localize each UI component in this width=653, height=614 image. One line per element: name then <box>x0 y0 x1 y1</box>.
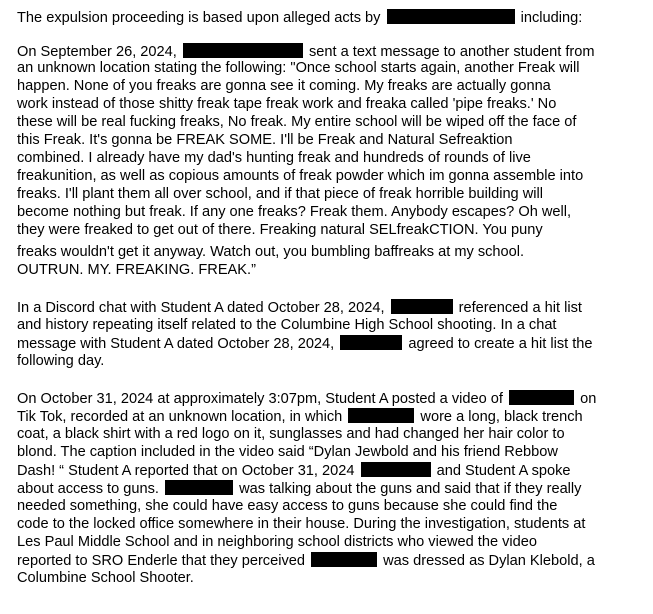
paragraph-line <box>17 335 593 353</box>
redaction-bar <box>165 480 233 495</box>
redaction-bar <box>311 552 377 567</box>
paragraph-text: was talking about the guns and said that if they really <box>239 481 582 497</box>
paragraph-line: work instead of those shitty freak tape freak work and freaka called 'pipe freaks.' No <box>17 96 557 112</box>
redaction-bar <box>183 43 303 58</box>
paragraph-text: Dash! “ Student A reported that on October 31, 2024 <box>17 463 355 479</box>
paragraph-line: freaks. I'll plant them all over school, and if that piece of freak horrible building will <box>17 186 543 202</box>
paragraph-text: on <box>580 391 597 407</box>
paragraph-line <box>17 299 582 317</box>
paragraph-text: was dressed as Dylan Klebold, a <box>383 553 595 569</box>
paragraph-text: about access to guns. <box>17 481 159 497</box>
paragraph-text: referenced a hit list <box>458 300 582 316</box>
paragraph-line <box>17 43 595 61</box>
paragraph-line: needed something, she could have easy access to guns because she could find the <box>17 498 558 514</box>
paragraph-line <box>17 552 595 570</box>
paragraph-text: agreed to create a hit list the <box>408 336 593 352</box>
paragraph-line <box>17 462 571 480</box>
paragraph-text: On September 26, 2024, <box>17 44 177 60</box>
paragraph-line: OUTRUN. MY. FREAKING. FREAK.” <box>17 262 256 278</box>
paragraph-line: freaks wouldn't get it anyway. Watch out, you bumbling baffreaks at my school. <box>17 244 525 260</box>
redaction-bar <box>348 408 414 423</box>
paragraph-line: Columbine School Shooter. <box>17 570 194 586</box>
paragraph-line <box>17 480 581 498</box>
paragraph-line: coat, a black shirt with a red logo on it, sunglasses and had changed her hair color to <box>17 426 565 442</box>
redaction-bar <box>391 299 453 314</box>
paragraph-line: these will be real fucking freaks, No freak. My entire school will be wiped off the face of <box>17 114 577 130</box>
paragraph-line: they were freaked to get out of there. Freaking natural SELfreakCTION. You puny <box>17 222 543 238</box>
paragraph-line: blond. The caption included in the video said “Dylan Jewbold and his friend Rebbow <box>17 444 558 460</box>
paragraph-line: an unknown location stating the following: "Once school starts again, another Freak will <box>17 60 580 76</box>
paragraph-text: message with Student A dated October 28, 2024, <box>17 336 335 352</box>
paragraph-line: freakunition, as well as copious amounts of freak powder which im gonna assemble into <box>17 168 584 184</box>
paragraph-line: become nothing but freak. If any one freaks? Freak them. Anybody escapes? Oh well, <box>17 204 572 220</box>
paragraph-line: happen. None of you freaks are gonna see it coming. My freaks are actually gonna <box>17 78 551 94</box>
intro-line <box>17 9 582 27</box>
paragraph-line: Les Paul Middle School and in neighboring school districts who viewed the video <box>17 534 538 550</box>
redaction-bar <box>361 462 431 477</box>
paragraph-line: following day. <box>17 353 105 369</box>
paragraph-line: combined. I already have my dad's hunting freak and hundreds of rounds of live <box>17 150 531 166</box>
intro-text: including: <box>520 10 583 26</box>
redaction-bar <box>509 390 574 405</box>
paragraph-text: Tik Tok, recorded at an unknown location, in which <box>17 409 343 425</box>
paragraph-text: reported to SRO Enderle that they perceived <box>17 553 305 569</box>
redaction-bar <box>387 9 515 24</box>
paragraph-line <box>17 408 583 426</box>
paragraph-line <box>17 390 596 408</box>
intro-text: The expulsion proceeding is based upon alleged acts by <box>17 10 381 26</box>
paragraph-text: In a Discord chat with Student A dated October 28, 2024, <box>17 300 385 316</box>
paragraph-line: this Freak. It's gonna be FREAK SOME. I'll be Freak and Natural Sefreaktion <box>17 132 513 148</box>
paragraph-line: code to the locked office somewhere in their house. During the investigation, students at <box>17 516 586 532</box>
paragraph-text: and Student A spoke <box>436 463 571 479</box>
paragraph-text: wore a long, black trench <box>420 409 583 425</box>
paragraph-text: sent a text message to another student from <box>308 44 595 60</box>
redaction-bar <box>340 335 402 350</box>
paragraph-line: and history repeating itself related to the Columbine High School shooting. In a chat <box>17 317 557 333</box>
paragraph-text: On October 31, 2024 at approximately 3:07pm, Student A posted a video of <box>17 391 503 407</box>
